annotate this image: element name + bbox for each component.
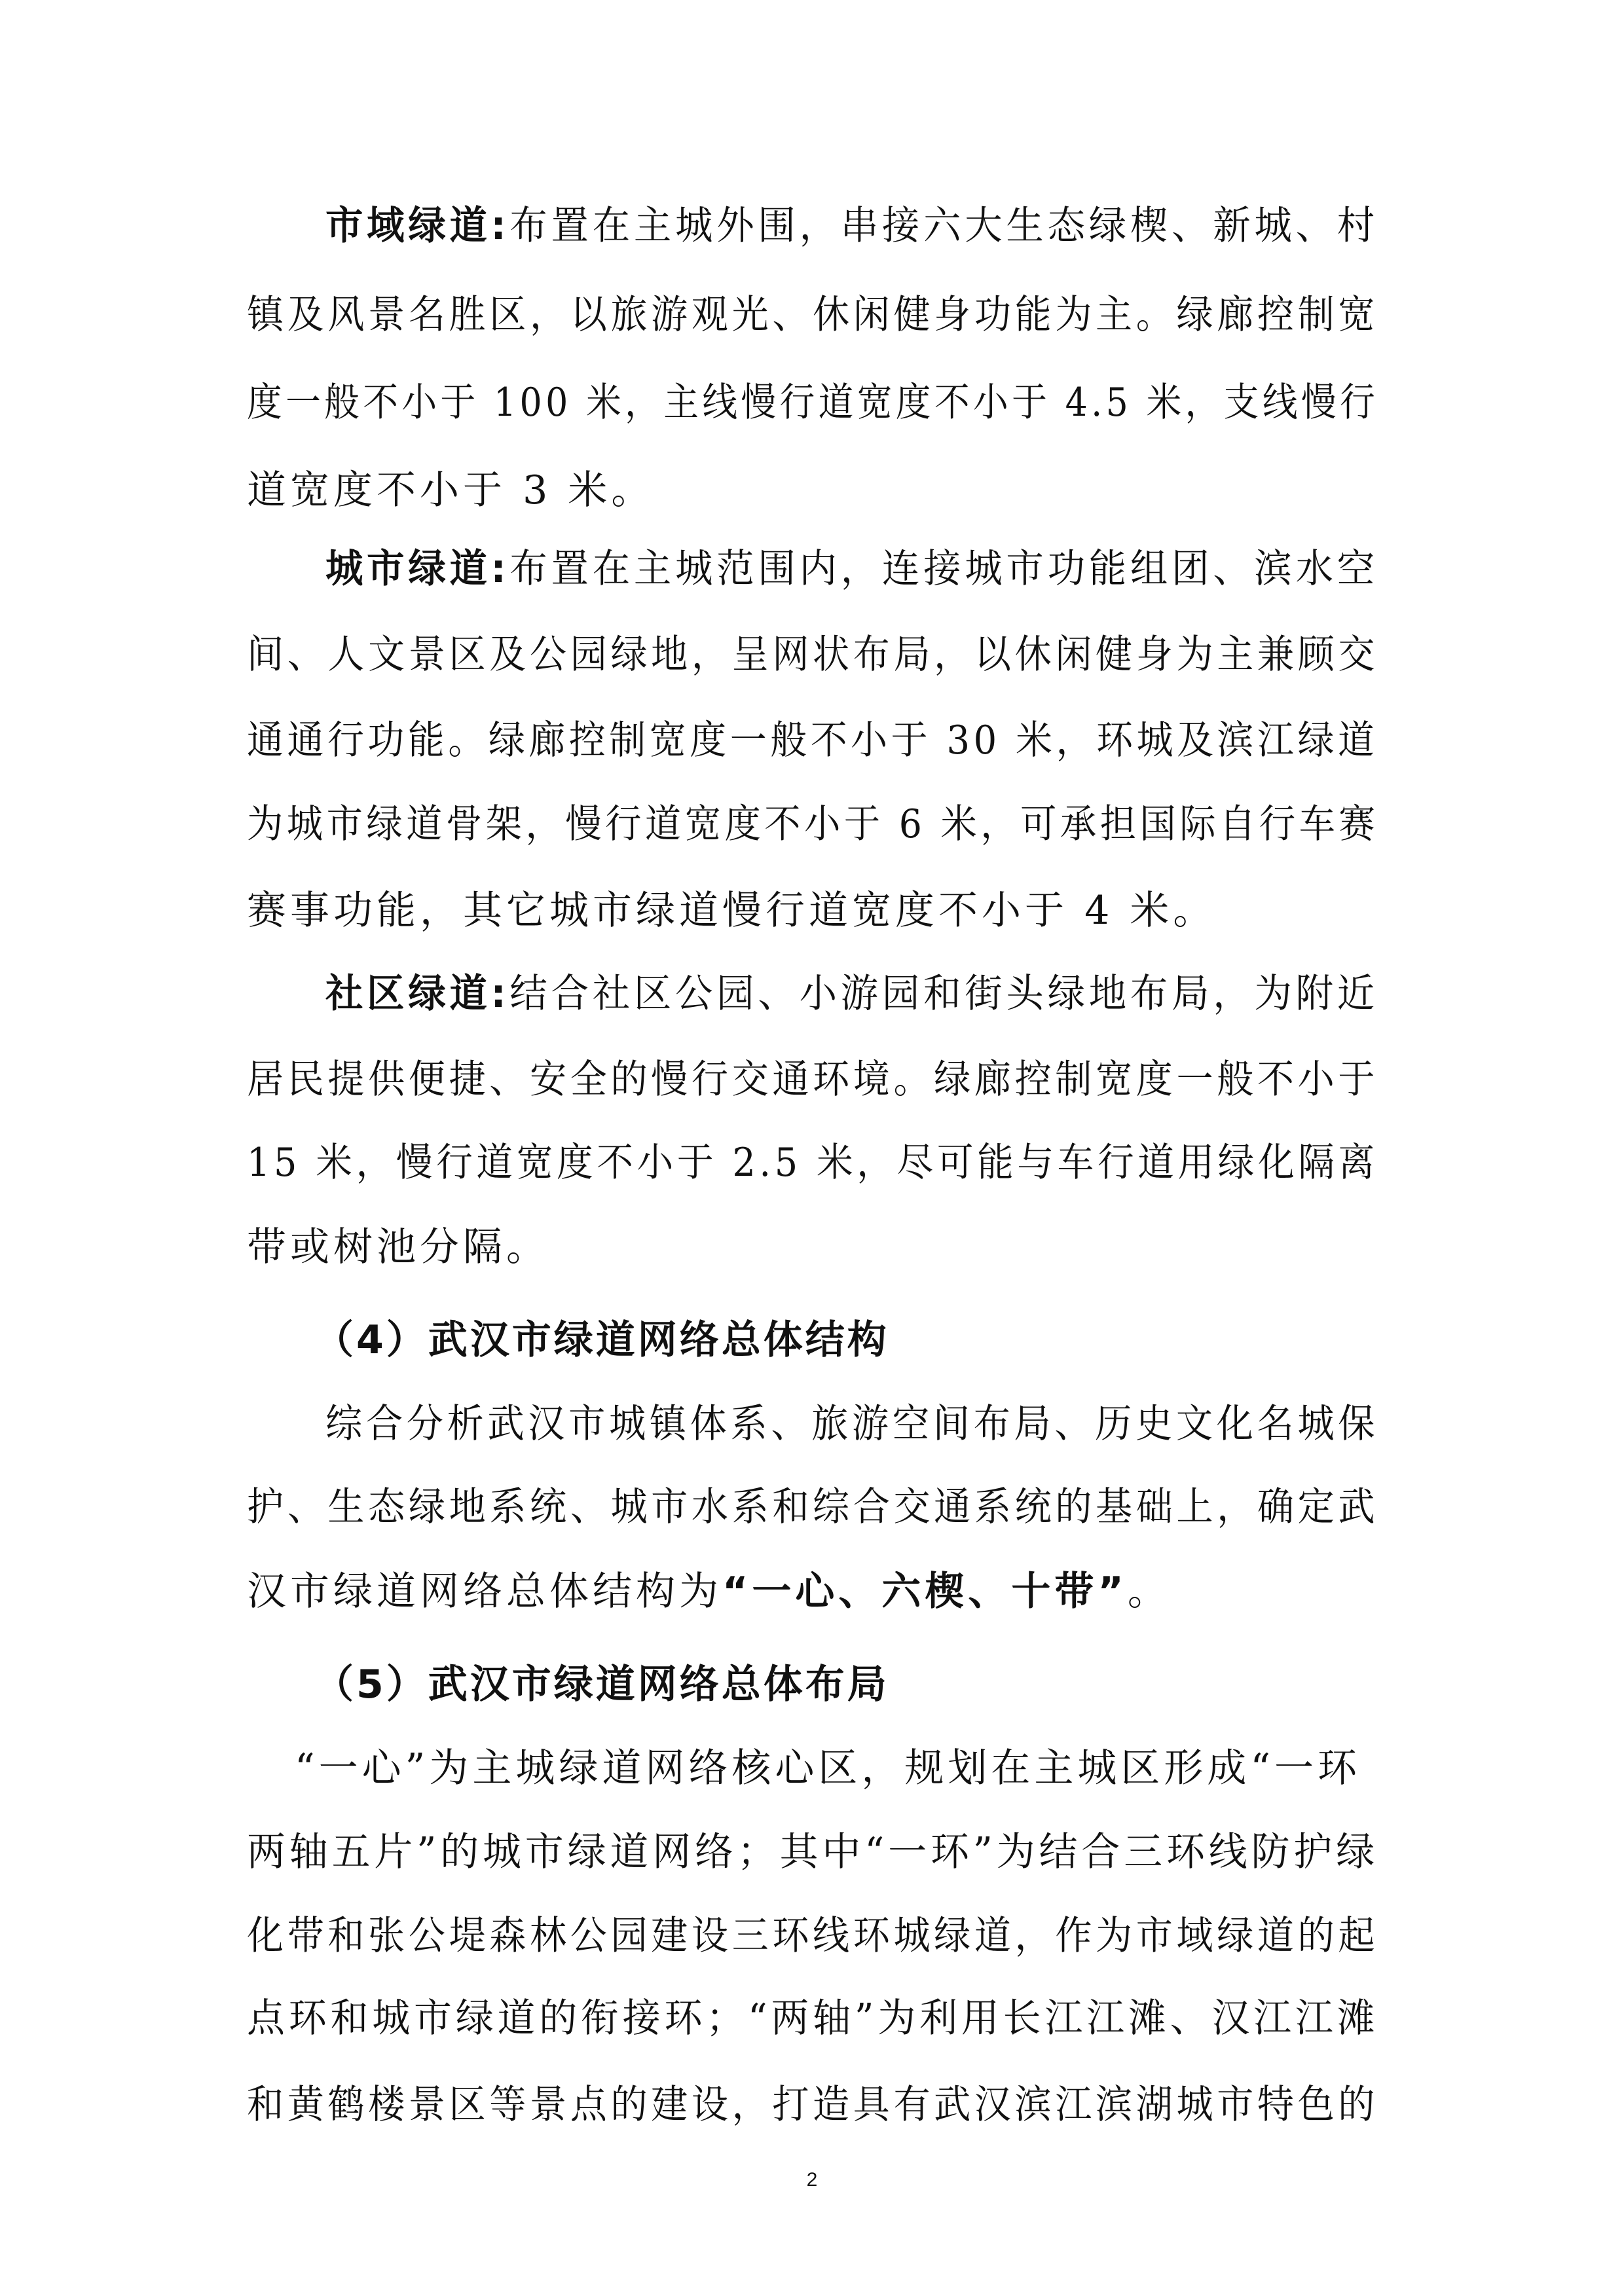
line-text: 间、人文景区及公园绿地，呈网状布局，以休闲健身为主兼顾交 (247, 632, 1379, 678)
paragraph-line (247, 2077, 1378, 2133)
line-text: 汉市绿道网络总体结构为 (247, 1569, 722, 1614)
paragraph-line (247, 1824, 1378, 1880)
emphasis-text: “一心、六楔、十带” (722, 1569, 1128, 1614)
paragraph-line (247, 1219, 549, 1275)
paragraph-line (325, 541, 1378, 597)
line-text: 两轴五片”的城市绿道网络；其中“一环”为结合三环线防护绿 (247, 1829, 1378, 1875)
line-text: 15 米，慢行道宽度不小于 2.5 米，尽可能与车行道用绿化隔离 (247, 1140, 1378, 1186)
paragraph-line (247, 1908, 1378, 1964)
line-text: 带或树池分隔。 (247, 1224, 549, 1270)
paragraph-line (295, 1740, 1361, 1796)
term-label: 市域绿道: (325, 203, 510, 249)
paragraph-line (247, 796, 1378, 852)
line-text-tail: 。 (1127, 1569, 1171, 1614)
paragraph-line (247, 287, 1378, 343)
paragraph-line (247, 712, 1378, 769)
line-text: 点环和城市绿道的衔接环；“两轴”为利用长江江滩、汉江江滩 (247, 1995, 1379, 2041)
paragraph-line (247, 627, 1378, 683)
line-text: 布置在主城外围，串接六大生态绿楔、新城、村 (509, 203, 1378, 249)
paragraph-line (247, 462, 654, 519)
section-heading (314, 1312, 889, 1368)
paragraph-line (325, 198, 1378, 254)
heading-text: （5）武汉市绿道网络总体布局 (314, 1662, 889, 1707)
line-text: “一心”为主城绿道网络核心区，规划在主城区形成“一环 (295, 1745, 1361, 1791)
paragraph-line (247, 374, 1378, 431)
line-text: 通通行功能。绿廊控制宽度一般不小于 30 米，环城及滨江绿道 (247, 718, 1378, 763)
line-text: 护、生态绿地系统、城市水系和综合交通系统的基础上，确定武 (247, 1484, 1379, 1530)
line-text: 综合分析武汉市城镇体系、旅游空间布局、历史文化名城保 (325, 1401, 1379, 1447)
term-label: 城市绿道: (325, 546, 510, 592)
line-text: 度一般不小于 100 米，主线慢行道宽度不小于 4.5 米，支线慢行 (247, 380, 1379, 426)
paragraph-line (247, 1135, 1378, 1191)
page-number: 2 (806, 2169, 818, 2191)
line-text: 镇及风景名胜区，以旅游观光、休闲健身功能为主。绿廊控制宽 (247, 292, 1379, 338)
line-text: 化带和张公堤森林公园建设三环线环城绿道，作为市域绿道的起 (247, 1913, 1379, 1959)
line-text: 和黄鹤楼景区等景点的建设，打造具有武汉滨江滨湖城市特色的 (247, 2082, 1379, 2128)
paragraph-line (325, 1396, 1378, 1452)
line-text: 赛事功能，其它城市绿道慢行道宽度不小于 4 米。 (247, 888, 1217, 934)
paragraph-line (325, 966, 1378, 1022)
paragraph-line (247, 1990, 1378, 2047)
line-text: 为城市绿道骨架，慢行道宽度不小于 6 米，可承担国际自行车赛 (247, 801, 1379, 847)
line-text: 道宽度不小于 3 米。 (247, 467, 655, 513)
paragraph-line (247, 1479, 1378, 1535)
line-text: 结合社区公园、小游园和街头绿地布局，为附近 (509, 971, 1378, 1017)
line-text: 居民提供便捷、安全的慢行交通环境。绿廊控制宽度一般不小于 (247, 1057, 1379, 1102)
line-text: 布置在主城范围内，连接城市功能组团、滨水空 (509, 546, 1378, 592)
section-heading (314, 1656, 889, 1713)
paragraph-line (247, 1563, 1171, 1620)
paragraph-line (247, 1051, 1378, 1108)
term-label: 社区绿道: (325, 971, 510, 1017)
heading-text: （4）武汉市绿道网络总体结构 (314, 1317, 889, 1363)
paragraph-line (247, 883, 1216, 939)
